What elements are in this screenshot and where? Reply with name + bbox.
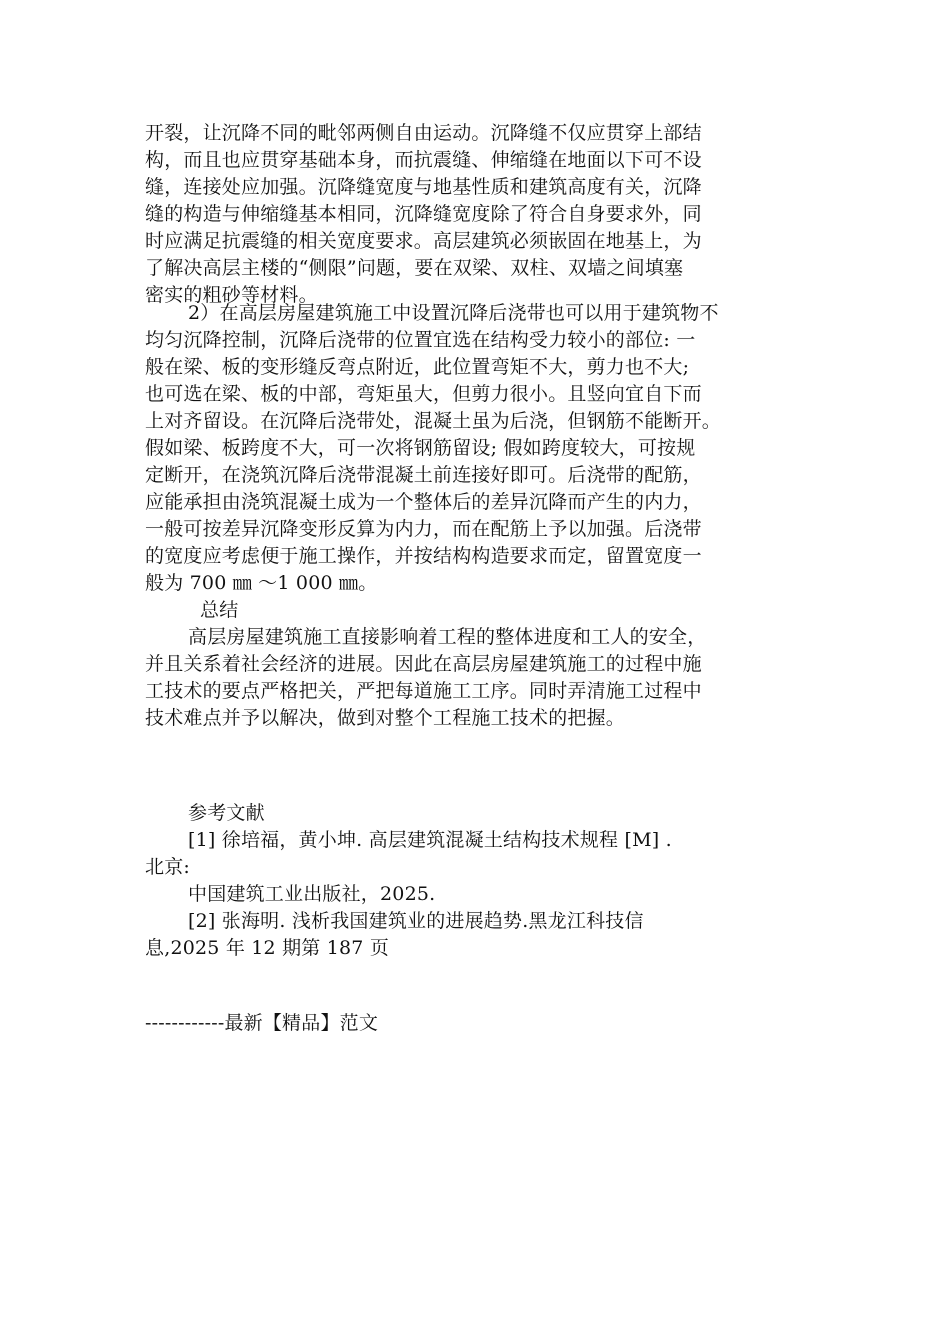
seam-line-1: 开裂，让沉降不同的毗邻两侧自由运动。沉降缝不仅应贯穿上部结 [145,122,702,144]
seam-line-7: 密实的粗砂等材料。 [145,284,318,306]
reference-line-1: [1] 徐培福，黄小坤. 高层建筑混凝土结构技术规程 [M] . [188,829,672,851]
summary-line-2: 并且关系着社会经济的进展。因此在高层房屋建筑施工的过程中施 [145,653,702,675]
summary-line-4: 技术难点并予以解决，做到对整个工程施工技术的把握。 [145,707,626,729]
footer-text: ------------最新【精品】范文 [145,1012,379,1034]
band-line-6: 假如梁、板跨度不大，可一次将钢筋留设; 假如跨度较大，可按规 [145,437,696,459]
summary-line-1: 高层房屋建筑施工直接影响着工程的整体进度和工人的安全， [188,626,707,648]
summary-line-3: 工技术的要点严格把关，严把每道施工工序。同时弄清施工过程中 [145,680,702,702]
seam-line-6: 了解决高层主楼的“侧限”问题，要在双梁、双柱、双墙之间填塞 [145,257,684,279]
band-line-3: 般在梁、板的变形缝反弯点附近，此位置弯矩不大，剪力也不大; [145,356,690,378]
seam-line-4: 缝的构造与伸缩缝基本相同，沉降缝宽度除了符合自身要求外，同 [145,203,702,225]
band-line-10: 的宽度应考虑便于施工操作，并按结构构造要求而定，留置宽度一 [145,545,702,567]
band-line-9: 一般可按差异沉降变形反算为内力，而在配筋上予以加强。后浇带 [145,518,702,540]
seam-line-3: 缝，连接处应加强。沉降缝宽度与地基性质和建筑高度有关，沉降 [145,176,702,198]
references-heading: 参考文献 [188,802,265,824]
band-line-5: 上对齐留设。在沉降后浇带处，混凝土虽为后浇，但钢筋不能断开。 [145,410,722,432]
band-line-4: 也可选在梁、板的中部，弯矩虽大，但剪力很小。且竖向宜自下而 [145,383,702,405]
seam-line-2: 构，而且也应贯穿基础本身，而抗震缝、伸缩缝在地面以下可不设 [145,149,702,171]
band-line-11: 般为 700 ㎜ ～1 000 ㎜。 [145,572,378,594]
band-line-2: 均匀沉降控制，沉降后浇带的位置宜选在结构受力较小的部位: 一 [145,329,696,351]
reference-line-2: 北京: [145,856,191,878]
reference-line-4: [2] 张海明. 浅析我国建筑业的进展趋势.黑龙江科技信 [188,910,644,932]
seam-line-5: 时应满足抗震缝的相关宽度要求。高层建筑必须嵌固在地基上，为 [145,230,702,252]
band-line-8: 应能承担由浇筑混凝土成为一个整体后的差异沉降而产生的内力， [145,491,702,513]
reference-line-5: 息,2025 年 12 期第 187 页 [145,937,390,959]
summary-heading: 总结 [200,599,239,621]
band-line-1: 2）在高层房屋建筑施工中设置沉降后浇带也可以用于建筑物不 [188,302,719,324]
band-line-7: 定断开，在浇筑沉降后浇带混凝土前连接好即可。后浇带的配筋， [145,464,702,486]
reference-line-3: 中国建筑工业出版社，2025. [188,883,436,905]
